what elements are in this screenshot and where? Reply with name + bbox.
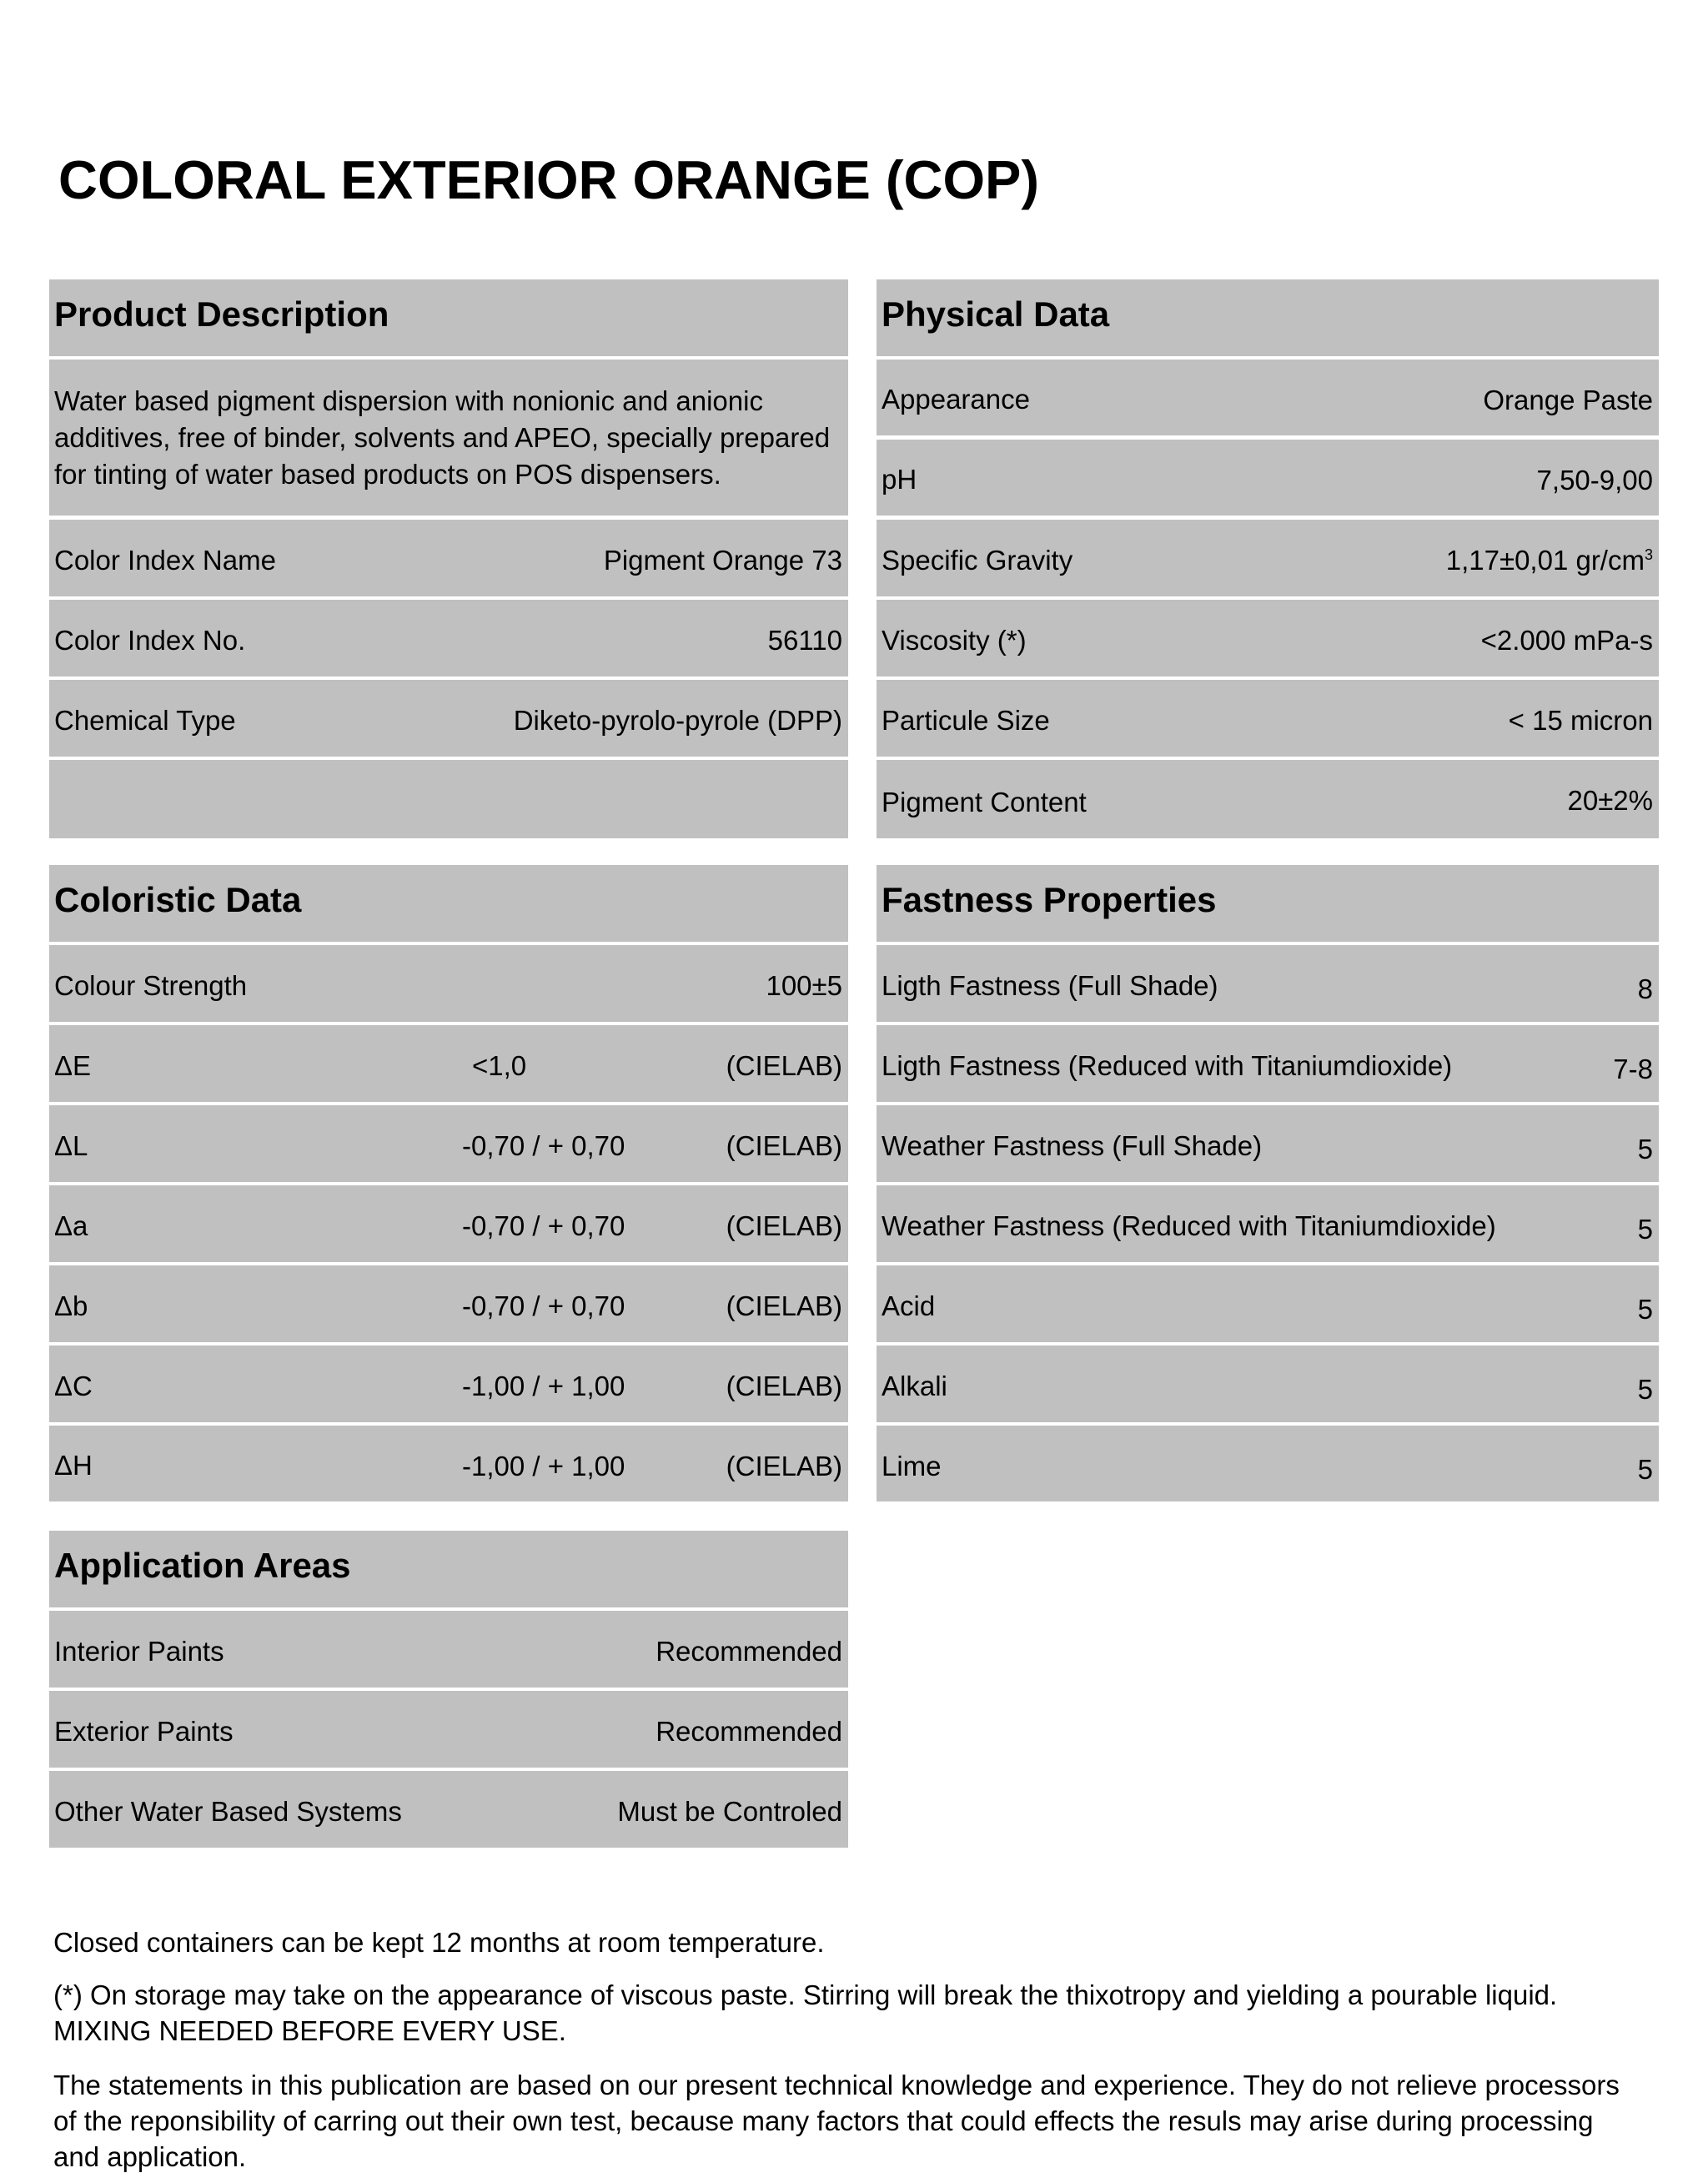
- row-value: 20±2%: [1567, 785, 1653, 816]
- table-row: [877, 1105, 1659, 1182]
- section-heading: Fastness Properties: [882, 880, 1217, 919]
- tolerance-range: -1,00 / + 1,00: [462, 1451, 625, 1481]
- coloristic-data-panel: [49, 865, 848, 1501]
- row-value: Must be Controled: [617, 1796, 842, 1827]
- row-label: Color Index Name: [54, 545, 276, 576]
- row-label: Colour Strength: [54, 970, 248, 1001]
- row-label: Ligth Fastness (Reduced with Titaniumdioxide): [882, 1050, 1453, 1081]
- row-label: Weather Fastness (Full Shade): [882, 1130, 1263, 1161]
- table-row: [49, 1265, 848, 1342]
- row-value: < 15 micron: [1508, 705, 1653, 736]
- unit-label: (CIELAB): [726, 1050, 842, 1081]
- section-header: [49, 279, 848, 356]
- table-row: [49, 1185, 848, 1262]
- row-value: Recommended: [656, 1716, 842, 1747]
- row-label: Viscosity (*): [882, 625, 1027, 656]
- tolerance-range: -0,70 / + 0,70: [462, 1210, 625, 1241]
- table-row: [877, 520, 1659, 596]
- row-label: Other Water Based Systems: [54, 1796, 402, 1827]
- row-label: Ligth Fastness (Full Shade): [882, 970, 1218, 1001]
- table-row: [877, 1265, 1659, 1342]
- row-value: Orange Paste: [1483, 385, 1653, 415]
- row-label: Alkali: [882, 1371, 947, 1401]
- unit-label: (CIELAB): [726, 1210, 842, 1241]
- row-value: 56110: [767, 625, 842, 656]
- section-header: [49, 865, 848, 942]
- row-value: 5: [1637, 1454, 1653, 1485]
- row-value: <2.000 mPa-s: [1480, 625, 1653, 656]
- table-row: [877, 1346, 1659, 1422]
- row-label: ΔH: [54, 1450, 93, 1481]
- document-title: COLORAL EXTERIOR ORANGE (COP): [58, 149, 1040, 210]
- row-label: ΔE: [54, 1050, 92, 1081]
- row-value: Diketo-pyrolo-pyrole (DPP): [513, 705, 842, 736]
- table-row: [877, 1426, 1659, 1501]
- table-row: [49, 945, 848, 1022]
- section-header: [877, 865, 1659, 942]
- row-label: Acid: [882, 1290, 936, 1321]
- table-row: [49, 1105, 848, 1182]
- row-label: pH: [882, 464, 917, 495]
- tolerance-range: <1,0: [472, 1050, 527, 1081]
- row-label: Pigment Content: [882, 787, 1087, 817]
- fastness-properties-panel: [877, 865, 1659, 1501]
- row-label: Exterior Paints: [54, 1716, 234, 1747]
- application-areas-panel: [49, 1531, 848, 1848]
- table-row: [49, 1346, 848, 1422]
- table-row: [877, 945, 1659, 1022]
- row-label: Lime: [882, 1451, 942, 1481]
- disclaimer: The statements in this publication are based on our present technical knowledge and experience. They do not relieve processors of the reponsibility of carring out their own test, because many factors that could effects the resuls may arise during processing and application.: [53, 2070, 1620, 2172]
- row-label: Weather Fastness (Reduced with Titaniumdioxide): [882, 1210, 1496, 1241]
- row-label: ΔC: [54, 1371, 93, 1401]
- table-row: [49, 680, 848, 757]
- section-heading: Coloristic Data: [54, 880, 302, 919]
- section-header: [877, 279, 1659, 356]
- unit-superscript: 3: [1644, 546, 1653, 563]
- section-heading: Physical Data: [882, 294, 1110, 334]
- row-value: 7-8: [1613, 1054, 1653, 1084]
- table-row: [877, 600, 1659, 677]
- table-row: [877, 1185, 1659, 1262]
- row-value: 8: [1637, 973, 1653, 1004]
- section-heading: Application Areas: [54, 1546, 351, 1585]
- product-description-panel: [49, 279, 848, 838]
- product-description-text: Water based pigment dispersion with nonionic and anionic additives, free of binder, solvents and APEO, specially prepared for tinting of water based products on POS dispensers.: [54, 385, 831, 490]
- row-value: 100±5: [766, 970, 842, 1001]
- table-row: [49, 1611, 848, 1688]
- table-row: [49, 520, 848, 596]
- row-label: ΔL: [54, 1130, 88, 1161]
- row-label: Color Index No.: [54, 625, 246, 656]
- storage-note: Closed containers can be kept 12 months at room temperature.: [53, 1927, 825, 1958]
- row-label: Δb: [54, 1290, 88, 1321]
- row-value: 5: [1637, 1374, 1653, 1405]
- row-label: Δa: [54, 1210, 88, 1241]
- table-row: [877, 760, 1659, 838]
- table-row: [877, 440, 1659, 516]
- unit-label: (CIELAB): [726, 1130, 842, 1161]
- unit-label: (CIELAB): [726, 1290, 842, 1321]
- description-cell: [49, 360, 848, 516]
- unit-label: (CIELAB): [726, 1371, 842, 1401]
- row-value: 5: [1637, 1214, 1653, 1245]
- row-value: Recommended: [656, 1636, 842, 1667]
- row-value: [1446, 545, 1653, 576]
- section-heading: Product Description: [54, 294, 389, 334]
- table-row: [877, 1025, 1659, 1102]
- tolerance-range: -0,70 / + 0,70: [462, 1130, 625, 1161]
- table-row: [877, 360, 1659, 435]
- empty-row: [49, 760, 848, 838]
- row-label: Chemical Type: [54, 705, 236, 736]
- table-row: [49, 1691, 848, 1768]
- row-label: Appearance: [882, 384, 1030, 415]
- tolerance-range: -0,70 / + 0,70: [462, 1290, 625, 1321]
- row-value: 5: [1637, 1134, 1653, 1164]
- table-row: [49, 1426, 848, 1501]
- table-row: [49, 600, 848, 677]
- row-value: 7,50-9,00: [1536, 465, 1653, 495]
- row-value: Pigment Orange 73: [603, 545, 842, 576]
- tolerance-range: -1,00 / + 1,00: [462, 1371, 625, 1401]
- unit-label: (CIELAB): [726, 1451, 842, 1481]
- row-label: Specific Gravity: [882, 545, 1073, 576]
- viscosity-note: (*) On storage may take on the appearance of viscous paste. Stirring will break the thixotropy and yielding a pourable liquid. MIXING NEEDED BEFORE EVERY USE.: [53, 1979, 1558, 2046]
- row-label: Particule Size: [882, 705, 1050, 736]
- table-row: [49, 1025, 848, 1102]
- row-label: Interior Paints: [54, 1636, 224, 1667]
- specific-gravity-value: 1,17±0,01 gr/cm: [1445, 545, 1645, 576]
- row-value: 5: [1637, 1294, 1653, 1325]
- table-row: [49, 1771, 848, 1848]
- physical-data-panel: [877, 279, 1659, 838]
- section-header: [49, 1531, 848, 1607]
- table-row: [877, 680, 1659, 757]
